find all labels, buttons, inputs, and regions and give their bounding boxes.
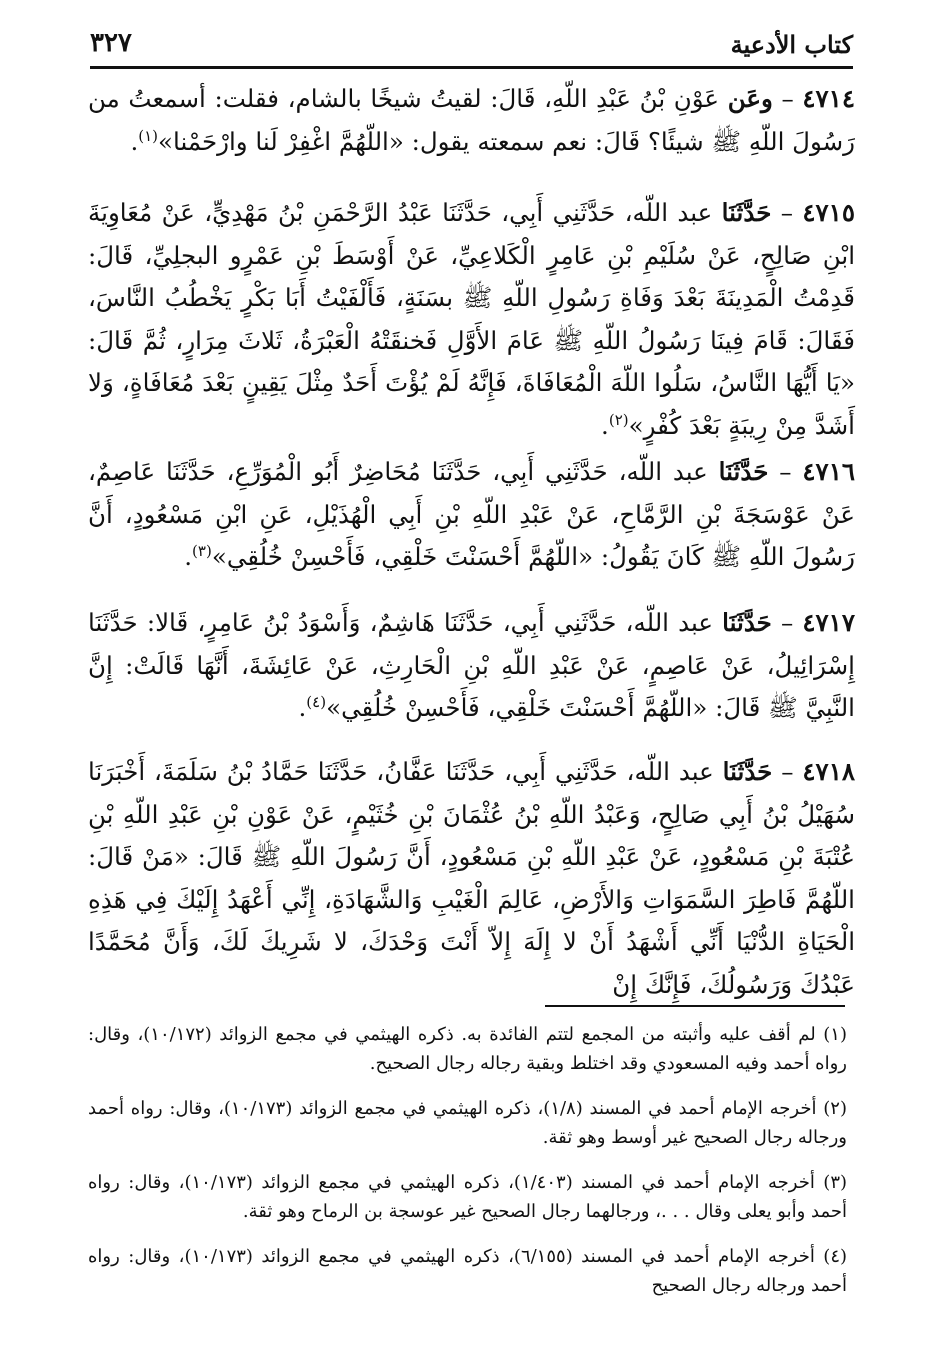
hadith-4718: ٤٧١٨ – حَدَّثَنَا عبد اللّه، حَدَّثَنِي أَبِي، حَدَّثَنَا عَفَّانُ، حَدَّثَنَا حَمَّادُ بْنُ سَلَمَةَ، أَخْبَرَنَا سُهَيْلُ بْنُ أَبِي صَالِحٍ، وَعَبْدُ اللّهِ بْنُ عُثْمَانَ بْنِ خُثَيْمٍ، عَنْ عَوْنِ بْنِ عَبْدِ اللّهِ بْنِ عُتْبَةَ بْنِ مَسْعُودٍ، عَنْ عَبْدِ اللّهِ بْنِ مَسْعُودٍ، أَنَّ رَسُولَ اللّهِ ﷺ قَالَ: «مَنْ قَالَ: اللّهُمَّ فَاطِرَ السَّمَوَاتِ وَالأَرْضِ، عَالِمَ الْغَيْبِ وَالشَّهَادَةِ، إِنِّي أَعْهَدُ إِلَيْكَ فِي هَذِهِ الْحَيَاةِ الدُّنْيَا أَنِّي أَشْهَدُ أَنْ لا إِلَهَ إِلاّ أَنْتَ وَحْدَكَ، لا شَرِيكَ لَكَ، وَأَنَّ مُحَمَّدًا عَبْدُكَ وَرَسُولُكَ، فَإِنَّكَ إِنْ xyxy=(88,757,856,999)
hadith-4715: ٤٧١٥ – حَدَّثَنَا عبد اللّه، حَدَّثَنِي أَبِي، حَدَّثَنَا عَبْدُ الرَّحْمَنِ بْنُ مَهْدِيٍّ، عَنْ مُعَاوِيَةَ ابْنِ صَالِحٍ، عَنْ سُلَيْمِ بْنِ عَامِرٍ الْكَلاعِيِّ، عَنْ أَوْسَطَ بْنِ عَمْرٍو البجلِيِّ، قَالَ: قَدِمْتُ الْمَدِينَةَ بَعْدَ وَفَاةِ رَسُولِ اللّهِ ﷺ بسَنَةٍ، فَأَلْفَيْتُ أَبَا بَكْرٍ يَخْطُبُ النَّاسَ، فَقَالَ: قَامَ فِينَا رَسُولُ اللّهِ ﷺ عَامَ الأَوَّلِ فَخنقَتْهُ الْعَبْرَةُ، ثَلاثَ مِرَارٍ، ثُمَّ قَالَ: «يَا أَيُّهَا النَّاسُ، سَلُوا اللّهَ الْمُعَافَاةَ، فَإِنَّهُ لَمْ يُؤْتَ أَحَدٌ مِثْلَ يَقِينٍ بَعْدَ مُعَافَاةٍ، وَلا أَشَدَّ مِنْ رِيبَةٍ بَعْدَ كُفْرٍ»$^{(٢)}$. xyxy=(88,198,855,440)
hadith-number: ٤٧١٥ xyxy=(802,198,855,227)
hadith-text: عبد اللّه، حَدَّثَنِي أَبِي، حَدَّثَنَا عَبْدُ الرَّحْمَنِ بْنُ مَهْدِيٍّ، عَنْ مُعَاوِيَةَ ابْنِ صَالِحٍ، عَنْ سُلَيْمِ بْنِ عَامِرٍ الْكَلاعِيِّ، عَنْ أَوْسَطَ بْنِ عَمْرٍو البجلِيِّ، قَالَ: قَدِمْتُ الْمَدِينَةَ بَعْدَ وَفَاةِ رَسُولِ اللّهِ ﷺ بسَنَةٍ، فَأَلْفَيْتُ أَبَا بَكْرٍ يَخْطُبُ النَّاسَ، فَقَالَ: قَامَ فِينَا رَسُولُ اللّهِ ﷺ عَامَ الأَوَّلِ فَخنقَتْهُ الْعَبْرَةُ، ثَلاثَ مِرَارٍ، ثُمَّ قَالَ: «يَا أَيُّهَا النَّاسُ، سَلُوا اللّهَ الْمُعَافَاةَ، فَإِنَّهُ لَمْ يُؤْتَ أَحَدٌ مِثْلَ يَقِينٍ بَعْدَ مُعَافَاةٍ، وَلا أَشَدَّ مِنْ رِيبَةٍ بَعْدَ كُفْرٍ» xyxy=(88,198,855,440)
hadith-number: ٤٧١٤ xyxy=(802,84,855,113)
hadith-lead: حَدَّثَنَا xyxy=(721,198,772,227)
page-header xyxy=(90,26,853,69)
footnote-4: (٤) أخرجه الإمام أحمد في المسند (٦/١٥٥)، ذكره الهيثمي في مجمع الزوائد (١٠/١٧٣)، وقال: رواه أحمد ورجاله رجال الصحيح xyxy=(88,1246,848,1296)
footnote-ref: (١) xyxy=(138,126,159,145)
footnote-1: (١) لم أقف عليه وأثبته من المجمع لتتم الفائدة به. ذكره الهيثمي في مجمع الزوائد (١٠/١٧٢)، وقال: رواه أحمد وفيه المسعودي وقد اختلط وبقية رجاله رجال الصحيح. xyxy=(88,1024,847,1074)
hadith-number: ٤٧١٧ xyxy=(802,608,855,637)
hadith-text: عبد اللّه، حَدَّثَنِي أَبِي، حَدَّثَنَا هَاشِمٌ، وَأَسْوَدُ بْنُ عَامِرٍ، قَالا: حَدَّثَنَا إِسْرَائِيلُ، عَنْ عَاصِمٍ، عَنْ عَبْدِ اللّهِ بْنِ الْحَارِثِ، عَنْ عَائِشَةَ، أَنَّهَا قَالَتْ: إِنَّ النَّبِيَّ ﷺ قَالَ: «اللّهُمَّ أَحْسَنْتَ خَلْقِي، فَأَحْسِنْ خُلُقِي» xyxy=(88,608,855,722)
footnote-3: (٣) أخرجه الإمام أحمد في المسند (١/٤٠٣)، ذكره الهيثمي في مجمع الزوائد (١٠/١٧٣)، وقال: رواه أحمد وأبو يعلى وقال . . .، ورجالهما رجال الصحيح غير عوسجة بن الرماح وهو ثقة. xyxy=(88,1172,848,1222)
hadith-text: عبد اللّه، حَدَّثَنِي أَبِي، حَدَّثَنَا عَفَّانُ، حَدَّثَنَا حَمَّادُ بْنُ سَلَمَةَ، أَخْبَرَنَا سُهَيْلُ بْنُ أَبِي صَالِحٍ، وَعَبْدُ اللّهِ بْنُ عُثْمَانَ بْنِ خُثَيْمٍ، عَنْ عَوْنِ بْنِ عَبْدِ اللّهِ بْنِ عُتْبَةَ بْنِ مَسْعُودٍ، عَنْ عَبْدِ اللّهِ بْنِ مَسْعُودٍ، أَنَّ رَسُولَ اللّهِ ﷺ قَالَ: «مَنْ قَالَ: اللّهُمَّ فَاطِرَ السَّمَوَاتِ وَالأَرْضِ، عَالِمَ الْغَيْبِ وَالشَّهَادَةِ، إِنِّي أَعْهَدُ إِلَيْكَ فِي هَذِهِ الْحَيَاةِ الدُّنْيَا أَنِّي أَشْهَدُ أَنْ لا إِلَهَ إِلاّ أَنْتَ وَحْدَكَ، لا شَرِيكَ لَكَ، وَأَنَّ مُحَمَّدًا عَبْدُكَ وَرَسُولُكَ، فَإِنَّكَ إِنْ xyxy=(88,757,855,999)
chapter-title: كتاب الأدعية xyxy=(730,30,853,59)
footnote-ref: (٢) xyxy=(608,410,629,429)
hadith-text: عبد اللّه، حَدَّثَنِي أَبِي، حَدَّثَنَا مُحَاضِرٌ أَبُو الْمُوَرِّعِ، حَدَّثَنَا عَاصِمٌ، عَنْ عَوْسَجَةَ بْنِ الرَّمَّاحِ، عَنْ عَبْدِ اللّهِ بْنِ أَبِي الْهُذَيْلِ، عَنِ ابْنِ مَسْعُودٍ، أَنَّ رَسُولَ اللّهِ ﷺ كَانَ يَقُولُ: «اللّهُمَّ أَحْسَنْتَ خَلْقِي، فَأَحْسِنْ خُلُقِي» xyxy=(88,457,855,571)
hadith-number: ٤٧١٨ xyxy=(802,757,856,786)
footnote-divider xyxy=(545,1005,845,1007)
footnote-ref: (٤) xyxy=(306,692,327,711)
hadith-number: ٤٧١٦ xyxy=(802,457,856,486)
hadith-4716: ٤٧١٦ – حَدَّثَنَا عبد اللّه، حَدَّثَنِي أَبِي، حَدَّثَنَا مُحَاضِرٌ أَبُو الْمُوَرِّعِ، حَدَّثَنَا عَاصِمٌ، عَنْ عَوْسَجَةَ بْنِ الرَّمَّاحِ، عَنْ عَبْدِ اللّهِ بْنِ أَبِي الْهُذَيْلِ، عَنِ ابْنِ مَسْعُودٍ، أَنَّ رَسُولَ اللّهِ ﷺ كَانَ يَقُولُ: «اللّهُمَّ أَحْسَنْتَ خَلْقِي، فَأَحْسِنْ خُلُقِي»$^{(٣)}$. xyxy=(88,457,856,571)
hadith-lead: حَدَّثَنَا xyxy=(722,608,772,637)
footnote-ref: (٣) xyxy=(192,541,212,560)
hadith-4714: ٤٧١٤ – وعَن عَوْنِ بْنُ عَبْدِ اللّهِ، قَالَ: لقيتُ شيخًا بالشام، فقلت: أسمعتُ من رَسُولَ اللّهِ ﷺ شيئًا؟ قَالَ: نعم سمعته يقول: «اللّهُمَّ اغْفِرْ لَنا وارْحَمْنا»$^{(١)}$. xyxy=(88,84,855,156)
hadith-lead: وعَن xyxy=(727,84,773,113)
hadith-4717: ٤٧١٧ – حَدَّثَنَا عبد اللّه، حَدَّثَنِي أَبِي، حَدَّثَنَا هَاشِمٌ، وَأَسْوَدُ بْنُ عَامِرٍ، قَالا: حَدَّثَنَا إِسْرَائِيلُ، عَنْ عَاصِمٍ، عَنْ عَبْدِ اللّهِ بْنِ الْحَارِثِ، عَنْ عَائِشَةَ، أَنَّهَا قَالَتْ: إِنَّ النَّبِيَّ ﷺ قَالَ: «اللّهُمَّ أَحْسَنْتَ خَلْقِي، فَأَحْسِنْ خُلُقِي»$^{(٤)}$. xyxy=(88,608,855,722)
hadith-lead: حَدَّثَنَا xyxy=(718,457,769,486)
hadith-lead: حَدَّثَنَا xyxy=(722,757,773,786)
hadith-text: عَوْنِ بْنُ عَبْدِ اللّهِ، قَالَ: لقيتُ شيخًا بالشام، فقلت: أسمعتُ من رَسُولَ اللّهِ ﷺ شيئًا؟ قَالَ: نعم سمعته يقول: «اللّهُمَّ اغْفِرْ لَنا وارْحَمْنا» xyxy=(88,84,855,156)
page-number: ٣٢٧ xyxy=(90,28,132,58)
footnote-2: (٢) أخرجه الإمام أحمد في المسند (١/٨)، ذكره الهيثمي في مجمع الزوائد (١٠/١٧٣)، وقال: رواه أحمد ورجاله رجال الصحيح غير أوسط وهو ثقة. xyxy=(88,1098,847,1148)
